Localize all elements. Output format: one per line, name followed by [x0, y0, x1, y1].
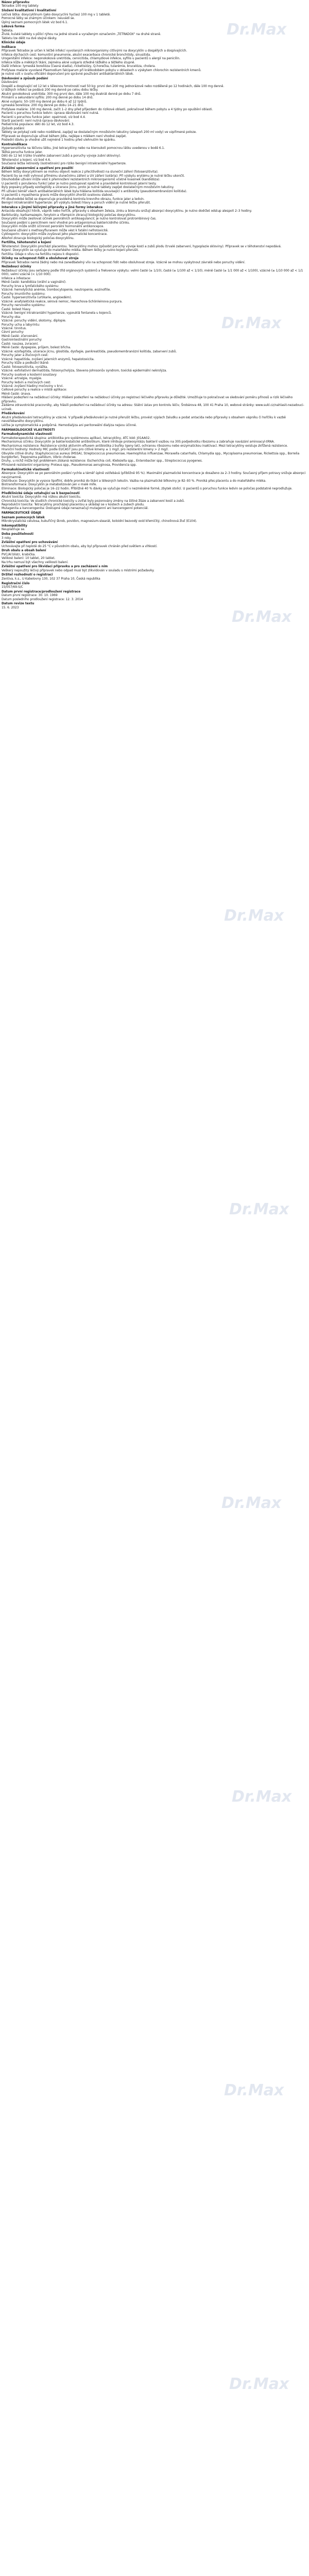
section-text-line: Neuplatňuje se. — [2, 528, 25, 532]
section-text-line: Poruchy svalové a kosterní soustavy: — [2, 373, 57, 377]
section-text-line: Fertilita: Údaje o vlivu na fertilitu nejsou k dispozici. — [2, 252, 80, 256]
section-text-line: Pacienti s poruchou funkce ledvin: úprava dávkování není nutná. — [2, 112, 99, 115]
section-text-line: Mikrokrystalická celulosa, kukuřičný škrob, povidon, magnesium-stearát, koloidní bezvodý oxid křemičitý, chinolinová žluť (E104). — [2, 520, 197, 523]
section-text-line: Biotransformace: Doxycyklin je metabolizován jen v malé míře. — [2, 483, 97, 487]
section-heading: FARMACEUTICKÉ ÚDAJE — [2, 512, 41, 515]
watermark-logo: Dr.Max — [221, 1494, 282, 1512]
section-text-line: Cévní poruchy: — [2, 331, 24, 334]
document-section — [2, 590, 307, 602]
watermark-logo: Dr.Max — [232, 1788, 292, 1806]
section-text-line: 15/057/69-S/C — [2, 586, 23, 589]
document-section — [2, 573, 307, 581]
section-text-line: Úplný seznam pomocných látek viz bod 6.1. — [2, 21, 68, 24]
section-text-line: 15. 6. 2023 — [2, 606, 19, 609]
section-text-line: Dlouhodobé užívání může vést k přemnožení rezistentních mikroorganismů včetně kvasinek (kandidóza). — [2, 178, 161, 182]
section-text-line: Tetradox 100 mg tablety — [2, 5, 39, 8]
section-text-line: Časté: bolest hlavy. — [2, 308, 31, 311]
section-text-line: Mechanismus rezistence: Rezistence vzniká aktivním efluxem antibiotika z buňky (geny tet), ochranou ribozomu nebo enzymatickou inaktivací. Mezi tetracykliny existuje zkřížená rezistence. — [2, 444, 288, 448]
section-text-line: Hlášení podezření na nežádoucí účinky: Hlášení podezření na nežádoucí účinky po registraci léčivého přípravku je důležité. Umožňuje to pokračovat ve sledování poměru přínosů a rizik léčivého přípravku. — [2, 396, 294, 403]
section-text-line: Poruchy imunitního systému: — [2, 292, 46, 296]
section-text-line: Žluté, kulaté tablety s půlicí rýhou na jedné straně a vyraženým označením „TETRADOX“ na druhé straně. — [2, 33, 161, 37]
document-section — [2, 25, 307, 41]
section-text-line: Děti do 12 let (riziko trvalého zabarvení zubů a poruchy vývoje zubní skloviny). — [2, 155, 121, 158]
watermark-logo: Dr.Max — [232, 608, 292, 626]
section-heading: Složení kvalitativní i kvalitativní — [2, 9, 57, 13]
section-text-line: Gastrointestinální poruchy: — [2, 338, 42, 342]
section-text-line: Dávkování: — [2, 81, 19, 84]
section-text-line: Poruchy krve a lymfatického systému: — [2, 284, 59, 288]
section-text-line: Chronická toxicita: Ve studiích chronické toxicity u zvířat byly pozorovány změny na štítné žláze a zabarvení kostí a zubů. — [2, 499, 185, 503]
section-text-line: Tablety se polykají celé nebo rozdělené, zapíjejí se dostatečným množstvím tekutiny (alespoň 200 ml vody) ve vzpřímené poloze. — [2, 131, 197, 134]
section-text-line: Je nutné vzít v úvahu oficiální doporučení pro správné používání antibakteriálních látek. — [2, 73, 134, 76]
section-text-line: Přirozeně rezistentní organismy: Proteus spp., Pseudomonas aeruginosa, Providencia spp. — [2, 463, 137, 467]
section-text-line: Těhotenství a kojení, viz bod 4.6. — [2, 158, 51, 162]
section-heading: Předávkování — [2, 412, 25, 416]
section-text-line: Vzácné: hemolytická anémie, trombocytopenie, neutropenie, eozinofilie. — [2, 289, 111, 292]
section-text-line: U pacientů s myasthenia gravis může doxycyklin zhoršit svalovou slabost. — [2, 194, 114, 197]
section-text-line: Způsob podání: — [2, 127, 25, 130]
section-text-line: Primární a sekundární syfilis: 200 mg denně po dobu 14 dnů. — [2, 96, 94, 100]
document-section — [2, 582, 307, 590]
section-text-line: Poruchy jater a žlučových cest: — [2, 354, 49, 358]
section-text-line: Absorpce: Doxycyklin se po perorálním podání rychle a téměř úplně vstřebává (přibližně 95 %). Maximální plazmatické koncentrace je dosaženo za 2–3 hodiny. Současný příjem potravy snižuje absorpci nevýznamně. — [2, 472, 307, 479]
section-heading: Registrační číslo — [2, 582, 30, 585]
section-text-line: Doxycyklin může zesilovat účinek perorálních antikoagulancií; je nutno kontrolovat protrombinový čas. — [2, 217, 157, 221]
section-text-line: Hypersenzitivita na léčivou látku, jiné tetracykliny nebo na kteroukoli pomocnou látku uvedenou v bodě 6.1. — [2, 147, 165, 150]
section-text-line: Při dlouhodobé léčbě se doporučuje pravidelná kontrola krevního obrazu, funkce jater a ledvin. — [2, 197, 145, 201]
section-heading: Účinky na schopnost řídit a obsluhovat stroje — [2, 257, 79, 261]
section-text-line: Méně časté: kandidóza (orální a vaginální). — [2, 281, 66, 284]
section-text-line: Poruchy kůže a podkožní tkáně: — [2, 362, 49, 365]
section-heading: Léková forma — [2, 25, 25, 29]
section-text-line: Alkohol zkracuje biologický poločas doxycyklinu. — [2, 236, 75, 240]
section-text-line: Během léčby doxycyklinem se mohou objevit reakce z přecitlivělosti na sluneční záření (fotosenzitivita). — [2, 171, 159, 174]
section-text-line: Infekce a infestace: — [2, 277, 31, 280]
section-heading: Držitel rozhodnutí o registraci — [2, 573, 53, 577]
section-text-line: Žádáme zdravotnické pracovníky, aby hlásili podezření na nežádoucí účinky na adresu: Státní ústav pro kontrolu léčiv, Šrobárova 48, 100 41 Praha 10, webové stránky: www.sukl.cz/nahlasit-nezadouci-ucinek. — [2, 404, 304, 411]
section-text-line: Tabletu lze dělit na dvě stejné dávky. — [2, 37, 57, 40]
section-text-line: Nežádoucí účinky jsou seřazeny podle tříd orgánových systémů a frekvence výskytu: velmi časté (≥ 1/10), časté (≥ 1/100 až < 1/10), méně časté (≥ 1/1 000 až < 1/100), vzácné (≥ 1/10 000 až < 1/1 000), velmi vzácné (< 1/10 000). — [2, 269, 304, 277]
section-text-line: Léčivá látka: doxycyklinum (jako doxycyclini hyclas) 100 mg v 1 tabletě. — [2, 13, 111, 16]
section-heading: Fertilita, těhotenství a kojení — [2, 241, 52, 245]
document-section — [2, 143, 307, 166]
section-text-line: Velikost balení: 10 tablet, 20 tablet. — [2, 557, 56, 561]
section-heading: Farmakokinetické vlastnosti — [2, 468, 49, 471]
section-text-line: Další infekce: lymeská borelióza (časná stadia), rickettsiózy, Q-horečka, tularémie, brucelóza, cholera. — [2, 65, 156, 69]
section-text-line: Vzácné: ezofagitida, ulcerace jícnu, glositida, dysfagie, pankreatitida, pseudomembranózní kolitida, zabarvení zubů. — [2, 350, 177, 353]
section-heading: Datum revize textu — [2, 602, 35, 606]
section-text-line: Těhotenství: Doxycyklin prochází placentou. Tetracykliny mohou způsobit poruchy vývoje kostí a zubů plodu (trvalé zabarvení, hypoplazie skloviny). Přípravek se v těhotenství nepodává. — [2, 245, 282, 248]
section-text-line: Vzácné: exfoliativní dermatitida, fotoonycholýza, Stevens-Johnsonův syndrom, toxická epidermální nekrolýza. — [2, 369, 167, 373]
section-heading: Zvláštní opatření pro likvidaci přípravku a pro zacházení s ním — [2, 565, 108, 569]
watermark-logo: Dr.Max — [221, 314, 282, 332]
section-text-line: Vzácné: hepatitida, zvýšení jaterních enzymů, hepatotoxicita. — [2, 358, 95, 361]
document-section — [2, 265, 307, 412]
document-section — [2, 1, 307, 9]
section-heading: Název přípravku — [2, 1, 29, 4]
section-text-line: Méně časté: zčervenání. — [2, 334, 39, 338]
section-text-line: Pediatrická populace: děti do 12 let, viz bod 4.3. — [2, 123, 75, 127]
section-heading: Doba použitelnosti — [2, 533, 33, 536]
section-text-line: Poslední dávku je vhodné užít nejméně 1 hodinu před ulehnutím ke spánku. — [2, 139, 116, 142]
section-text-line: U těžkých infekcí se podává 200 mg denně po celou dobu léčby. — [2, 89, 98, 92]
section-text-line: Mechanismus účinku: Doxycyklin je bakteriostatické antibiotikum, které inhibuje proteosyntézu bakterií vazbou na 30S podjednotku ribozomu a zabraňuje navázání aminoacyl-tRNA. — [2, 440, 275, 444]
watermark-logo: Dr.Max — [224, 907, 284, 925]
section-text-line: Celkové poruchy a reakce v místě aplikace: — [2, 388, 67, 392]
watermark-logo: Dr.Max — [229, 2375, 289, 2393]
document-section — [2, 492, 307, 511]
document-section — [2, 468, 307, 492]
watermark-logo: Dr.Max — [227, 21, 287, 39]
section-heading: Interakce s jinými léčivými přípravky a jiné formy interakce — [2, 206, 103, 209]
document-section — [2, 412, 307, 428]
document-section — [2, 565, 307, 573]
section-heading: Farmakodynamické vlastnosti — [2, 433, 53, 436]
section-text-line: Cyklosporin: doxycyklin může zvyšovat jeho plazmatické koncentrace. — [2, 233, 108, 236]
section-text-line: Barbituráty, karbamazepin, fenytoin a rifampicin zkracují biologický poločas doxycyklinu. — [2, 213, 136, 217]
document-section — [2, 241, 307, 257]
section-text-line: Tableta. — [2, 29, 13, 32]
section-text-line: Pacienti by se měli vyhnout přímému slunečnímu záření a UV záření (solária). Při výskytu erytému je nutné léčbu ukončit. — [2, 174, 185, 178]
document-section — [2, 257, 307, 265]
section-heading: Nežádoucí účinky — [2, 265, 31, 269]
section-heading: Datum první registrace/prodloužení registrace — [2, 590, 81, 594]
section-text-line: Farmakoterapeutická skupina: antibiotika pro systémovou aplikaci, tetracykliny, ATC kód: J01AA02. — [2, 436, 151, 440]
document-section — [2, 77, 307, 143]
document-section — [2, 206, 307, 241]
section-text-line: Zentiva, k.s., U Kabelovny 130, 102 37 Praha 10, Česká republika — [2, 577, 100, 581]
section-text-line: Akutní toxicita: Doxycyklin má nízkou akutní toxicitu. — [2, 496, 81, 499]
section-text-line: U pacientů s porušenou funkcí jater je nutno postupovat opatrně a pravidelně kontrolovat jaterní testy. — [2, 182, 157, 185]
section-text-line: Lymeská borelióza: 200 mg denně po dobu 14–21 dnů. — [2, 104, 84, 108]
watermark-logo: Dr.Max — [229, 1200, 289, 1218]
spc-document — [2, 1, 307, 611]
section-text-line: Doxycyklin může snížit účinnost perorální hormonální antikoncepce. — [2, 225, 105, 229]
section-text-line: Kojení: Doxycyklin se vylučuje do mateřského mléka. Během léčby je nutno kojení přerušit. — [2, 249, 139, 252]
section-text-line: Přípravek se doporučuje užívat během jídla, nejlépe s mlékem není vhodné zapíjet. — [2, 134, 127, 138]
section-text-line: Benigní intrakraniální hypertenze: při výskytu bolesti hlavy a poruch vidění je nutné léčbu přerušit. — [2, 201, 151, 205]
document-section — [2, 512, 307, 515]
section-text-line: Současná léčba retinoidy (isotretinoin) pro riziko benigní intrakraniální hypertenze. — [2, 162, 127, 166]
document-section — [2, 46, 307, 77]
section-text-line: Obvykle citlivé druhy: Staphylococcus aureus (MSSA), Streptococcus pneumoniae, Haemophilus influenzae, Moraxella catarrhalis, Chlamydia spp., Mycoplasma pneumoniae, Rickettsia spp., Borrelia burgdorferi, Treponema pallidum, Vibrio cholerae. — [2, 452, 301, 459]
section-heading: Druh obalu a obsah balení — [2, 549, 46, 553]
section-heading: Zvláštní opatření pro uchovávání — [2, 541, 58, 545]
section-text-line: Datum první registrace: 30. 10. 1969 — [2, 594, 58, 598]
document-section — [2, 533, 307, 540]
section-text-line: Časté: fotosenzitivita, vyrážka. — [2, 365, 48, 369]
section-text-line: Poruchy oka: — [2, 315, 21, 319]
section-text-line: Méně časté: dyspepsie, průjem, bolest břicha. — [2, 346, 71, 350]
section-heading: FARMAKOLOGICKÉ VLASTNOSTI — [2, 428, 55, 432]
section-text-line: Akutní předávkování tetracykliny je vzácné. V případě předávkování je nutné přerušit léčbu, provést výplach žaludku a podat antacida nebo přípravky s obsahem vápníku či hořčíku k vazbě nevstřebaného doxycyklinu. — [2, 416, 287, 423]
section-text-line: Akutní gonokoková uretritida: 300 mg první den, dále 100 mg dvakrát denně po dobu 7 dnů. — [2, 92, 142, 96]
section-text-line: Profylaxe malárie: 100 mg denně, začít 1–2 dny před příjezdem do rizikové oblasti, pokračovat během pobytu a 4 týdny po opuštění oblasti. — [2, 108, 213, 111]
section-text-line: Infekce kůže a měkkých tkání, zejména akné vulgaris středně těžkého a těžkého stupně. — [2, 61, 135, 64]
document-section — [2, 602, 307, 610]
section-text-line: Distribuce: Doxycyklin je vysoce lipofilní, dobře proniká do tkání a tělesných tekutin. Vazba na plazmatické bílkoviny je 82–93 %. Proniká přes placentu a do mateřského mléka. — [2, 480, 266, 483]
document-section — [2, 549, 307, 565]
section-text-line: Pomocné látky se známým účinkem: neuvádí se. — [2, 17, 75, 21]
section-text-line: Těžká porucha funkce jater. — [2, 150, 43, 154]
section-text-line: Urogenitální infekce: negonokoková uretritida, cervicitida, chlamydiové infekce, syfilis u pacientů s alergií na penicilin. — [2, 57, 180, 61]
section-text-line: Méně časté: únava. — [2, 392, 31, 396]
section-text-line: Současné podání s penicilinem není vhodné pro antagonismus baktericidního účinku. — [2, 221, 130, 225]
section-text-line: 3 roky. — [2, 536, 12, 540]
section-text-line: Na trhu nemusí být všechny velikosti balení. — [2, 561, 68, 564]
section-text-line: Datum posledního prodloužení registrace: 12. 3. 2014 — [2, 598, 83, 601]
section-text-line: Starší pacienti: není nutná úprava dávkování. — [2, 120, 71, 123]
watermark-logo: Dr.Max — [224, 2081, 284, 2099]
section-text-line: Byly popsány případy ezofagitidy a ulcerace jícnu, proto je nutné tablety zapíjet dostatečným množstvím tekutiny. — [2, 186, 174, 190]
section-heading: Kontraindikace — [2, 143, 27, 146]
section-text-line: Současné užívání s methoxyfluranem může vést k fatální nefrotoxicitě. — [2, 229, 109, 232]
section-heading: Indikace — [2, 45, 16, 49]
document-section — [2, 433, 307, 467]
section-text-line: Přípravek Tetradox nemá žádný nebo má zanedbatelný vliv na schopnost řídit nebo obsluhovat stroje. Vzácně se mohou vyskytnout závratě nebo poruchy vidění. — [2, 261, 246, 264]
section-text-line: Při užívání téměř všech antibakteriálních látek byla hlášena kolitida související s antibiotiky (pseudomembranózní kolitida). — [2, 190, 187, 193]
section-heading: Zvláštní upozornění a opatření pro použití — [2, 167, 74, 170]
section-text-line: Poruchy nervového systému: — [2, 304, 45, 308]
section-text-line: Vzácné: poruchy vidění, skotomy, diplopie. — [2, 319, 66, 323]
section-text-line: Poruchy ledvin a močových cest: — [2, 381, 52, 384]
section-heading: Seznam pomocných látek — [2, 516, 45, 519]
document-section — [2, 167, 307, 206]
section-text-line: Vzácné: tinnitus. — [2, 327, 27, 330]
section-text-line: Vzácné: artralgie, myalgie. — [2, 377, 42, 381]
section-text-line: Akné vulgaris: 50–100 mg denně po dobu 6 až 12 týdnů. — [2, 100, 88, 104]
document-section — [2, 9, 307, 25]
section-text-line: Antacida obsahující hliník, vápník nebo hořčík, přípravky s obsahem železa, zinku a bismutu snižují absorpci doxycyklinu. Je nutno dodržet odstup alespoň 2–3 hodiny. — [2, 210, 252, 213]
section-text-line: Profylaxe malárie vyvolané Plasmodium falciparum při krátkodobém pobytu v oblastech s výskytem chlorochin rezistentních kmenů. — [2, 69, 202, 72]
section-text-line: Druhy, u nichž může být problémem získaná rezistence: Escherichia coli, Klebsiella spp., Enterobacter spp., Streptococcus pyogenes. — [2, 460, 203, 463]
section-text-line: Poruchy ucha a labyrintu: — [2, 323, 40, 327]
section-text-line: Pacienti s poruchou funkce jater: opatrnost, viz bod 4.4. — [2, 115, 86, 119]
section-text-line: Mutagenita a kancerogenita: Dostupné údaje nenaznačují mutagenní ani kancerogenní potenciál. — [2, 507, 149, 511]
section-text-line: Vzácné: anafylaktická reakce, sérová nemoc, Henochova-Schönleinova purpura. — [2, 300, 123, 303]
section-text-line: Reprodukční toxicita: Tetracykliny procházejí placentou a ukládají se v kostech a zubech plodu. — [2, 503, 145, 506]
section-text-line: Přípravek Tetradox je určen k léčbě infekcí vyvolaných mikroorganismy citlivými na doxycyklin u dospělých a dospívajících. — [2, 49, 187, 53]
section-text-line: Eliminace: Biologický poločas je 16–22 hodin. Přibližně 40 % dávky se vylučuje močí v nezměněné formě, zbytek stolicí. U pacientů s poruchou funkce ledvin se poločas podstatně neprodlužuje. — [2, 487, 293, 490]
section-text-line: Vzácné: zvýšení hladiny močoviny v krvi. — [2, 385, 64, 388]
section-text-line: Hraniční hodnoty: Hodnoty MIC podle EUCAST jsou pro citlivé kmeny ≤ 1 mg/l, pro rezistentní kmeny > 2 mg/l. — [2, 448, 169, 452]
section-text-line: Dospělí a dospívající od 12 let s tělesnou hmotností nad 50 kg: první den 200 mg jednorázově nebo rozděleně po 12 hodinách, dále 100 mg denně. — [2, 84, 225, 88]
document-section — [2, 541, 307, 549]
section-text-line: Infekce dýchacích cest: komunitní pneumonie, akutní exacerbace chronické bronchitidy, sinusitida. — [2, 53, 151, 57]
section-text-line: Uchovávejte při teplotě do 25 °C v původním obalu, aby byl přípravek chráněn před světlem a vlhkostí. — [2, 545, 158, 548]
section-text-line: Vzácné: benigní intrakraniální hypertenze, vypouklá fontanela u kojenců. — [2, 312, 112, 315]
section-text-line: PVC/Al blistr, krabička. — [2, 553, 36, 556]
section-heading: Inkompatibility — [2, 524, 27, 528]
document-section — [2, 524, 307, 532]
document-section — [2, 429, 307, 432]
section-text-line: Časté: nauzea, zvracení. — [2, 342, 39, 346]
document-section — [2, 41, 307, 45]
section-heading: Klinické údaje — [2, 41, 26, 45]
section-text-line: Veškerý nepoužitý léčivý přípravek nebo odpad musí být zlikvidován v souladu s místními požadavky. — [2, 569, 154, 572]
document-section — [2, 516, 307, 524]
section-heading: Dávkování a způsob podání — [2, 77, 48, 80]
section-text-line: Léčba je symptomatická a podpůrná. Hemodialýza ani peritoneální dialýza nejsou účinné. — [2, 423, 137, 427]
section-heading: Předklinické údaje vztahující se k bezpečnosti — [2, 492, 80, 495]
section-text-line: Časté: hypersenzitivita (urtikarie, angioedém). — [2, 296, 72, 300]
